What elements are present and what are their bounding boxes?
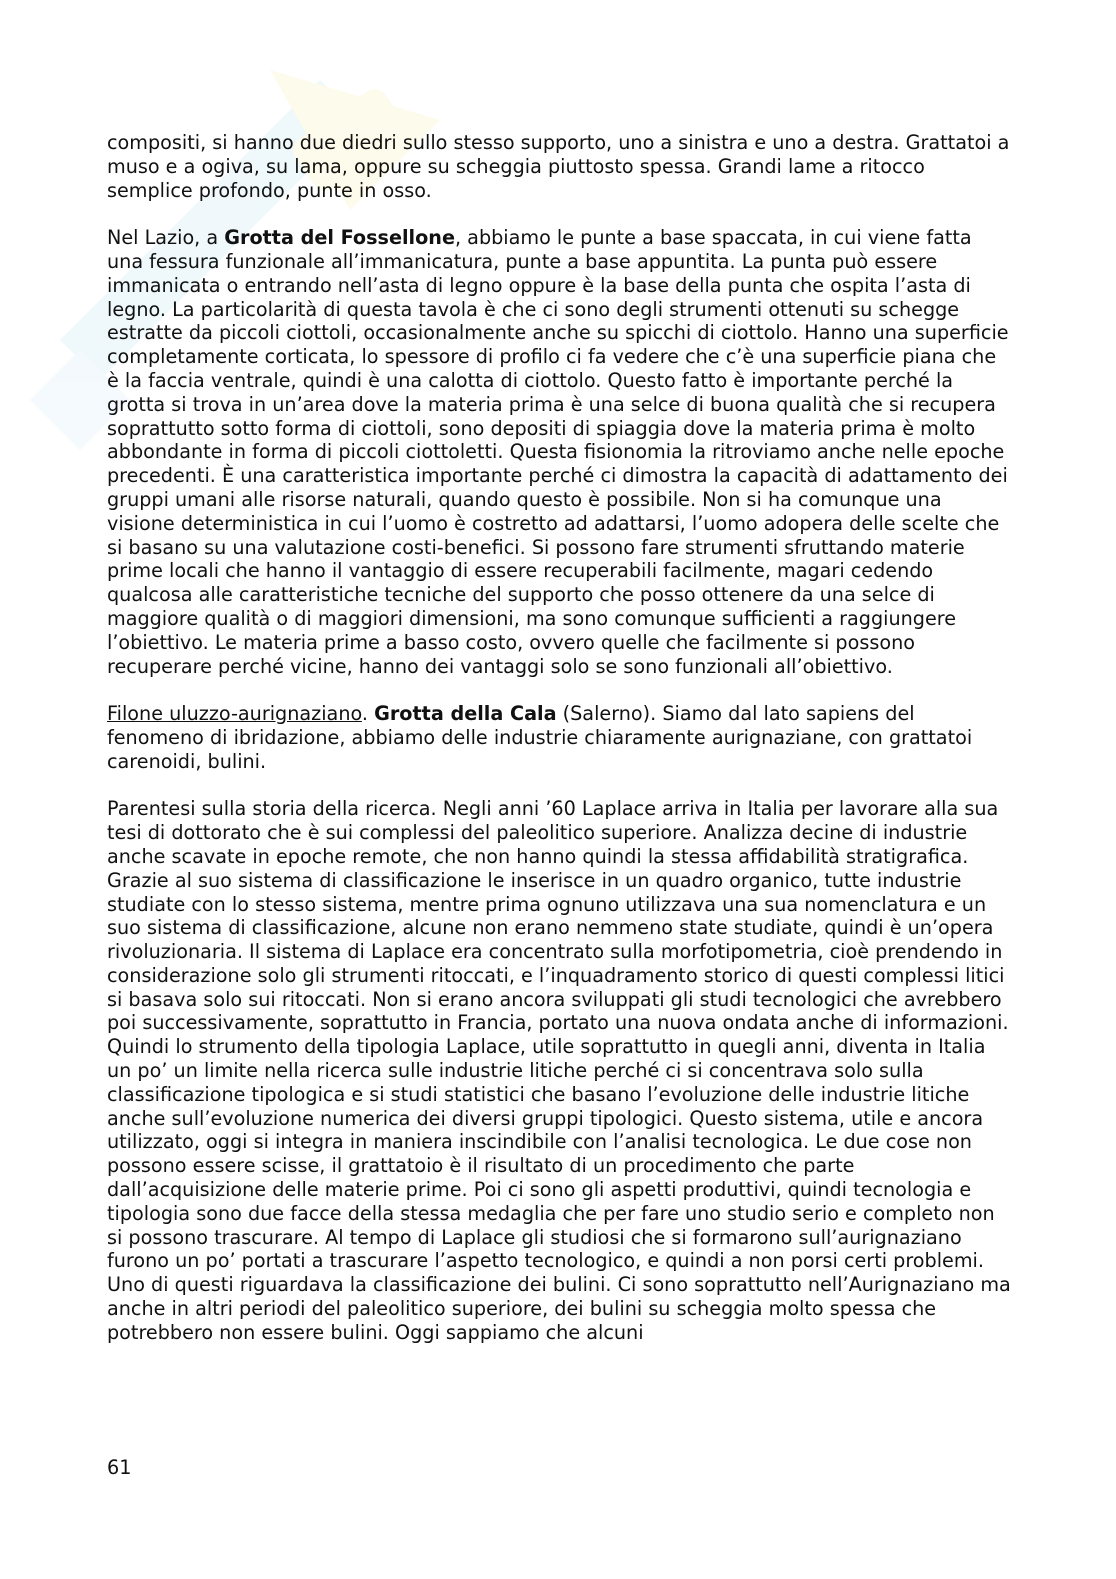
page-number: 61 [107,1456,132,1479]
paragraph-grotta-cala: Filone uluzzo-aurignaziano. Grotta della Cala (Salerno). Siamo dal lato sapiens del fenomeno di ibridazione, abbiamo delle industrie chiaramente aurignaziane, con grattatoi carenoidi, bulini. [107,702,973,773]
site-name-grotta-della-cala: Grotta della Cala [374,702,557,726]
site-name-grotta-del-fossellone: Grotta del Fossellone [224,226,455,250]
topic-filone-uluzzo-aurignaziano: Filone uluzzo-aurignaziano [107,702,362,726]
body-text [107,131,1011,1368]
paragraph-storia-ricerca: Parentesi sulla storia della ricerca. Negli anni ’60 Laplace arriva in Italia per lavorare alla sua tesi di dottorato che è sui complessi del paleolitico superiore. Analizza decine di industrie anche scavate in epoche remote, che non hanno quindi la stessa affidabilità stratigrafica. Grazie al suo sistema di classificazione le inserisce in un quadro organico, tutte industrie studiate con lo stesso sistema, mentre prima ognuno utilizzava una sua nomenclatura e un suo sistema di classificazione, alcune non erano nemmeno state studiate, quindi è un’opera rivoluzionaria. Il sistema di Laplace era concentrato sulla morfotipometria, cioè prendendo in considerazione solo gli strumenti ritoccati, e l’inquadramento storico di questi complessi litici si basava solo sui ritoccati. Non si erano ancora sviluppati gli studi tecnologici che avrebbero poi successivamente, soprattutto in Francia, portato una nuova ondata anche di informazioni. Quindi lo strumento della tipologia Laplace, utile soprattutto in quegli anni, diventa in Italia un po’ un limite nella ricerca sulle industrie litiche perché ci si concentrava solo sulla classificazione tipologica e si studi statistici che basano l’evoluzione delle industrie litiche anche sull’evoluzione numerica dei diversi gruppi tipologici. Questo sistema, utile e ancora utilizzato, oggi si integra in maniera inscindibile con l’analisi tecnologica. Le due cose non possono essere scisse, il grattatoio è il risultato di un procedimento che parte dall’acquisizione delle materie prime. Poi ci sono gli aspetti produttivi, quindi tecnologia e tipologia sono due facce della stessa medaglia che per fare uno studio serio e completo non si possono trascurare. Al tempo di Laplace gli studiosi che si formarono sull’aurignaziano furono un po’ portati a trascurare l’aspetto tecnologico, e quindi a non porsi certi problemi. Uno di questi riguardava la classificazione dei bulini. Ci sono soprattutto nell’Aurignaziano ma anche in altri periodi del paleolitico superiore, dei bulini su scheggia molto spessa che potrebbero non essere bulini. Oggi sappiamo che alcuni [107,797,1011,1344]
paragraph-tool-types: compositi, si hanno due diedri sullo stesso supporto, uno a sinistra e uno a destra. Grattatoi a muso e a ogiva, su lama, oppure su scheggia piuttosto spessa. Grandi lame a ritocco semplice profondo, punte in osso. [107,131,1010,202]
paragraph-grotta-fossellone: Nel Lazio, a Grotta del Fossellone, abbiamo le punte a base spaccata, in cui viene fatta una fessura funzionale all’immanicatura, punte a base appuntita. La punta può essere immanicata o entrando nell’asta di legno oppure è la base della punta che ospita l’asta di legno. La particolarità di questa tavola è che ci sono degli strumenti ottenuti su schegge estratte da piccoli ciottoli, occasionalmente anche su spicchi di ciottolo. Hanno una superficie completamente corticata, lo spessore di profilo ci fa vedere che c’è una superficie piana che è la faccia ventrale, quindi è una calotta di ciottolo. Questo fatto è importante perché la grotta si trova in un’area dove la materia prima è una selce di buona qualità che si recupera soprattutto sotto forma di ciottoli, sono depositi di spiaggia dove la materia prima è molto abbondante in forma di piccoli ciottoletti. Questa fisionomia la ritroviamo anche nelle epoche precedenti. È una caratteristica importante perché ci dimostra la capacità di adattamento dei gruppi umani alle risorse naturali, quando questo è possibile. Non si ha comunque una visione deterministica in cui l’uomo è costretto ad adattarsi, l’uomo adopera delle scelte che si basano su una valutazione costi-benefici. Si possono fare strumenti sfruttando materie prime locali che hanno il vantaggio di essere recuperabili facilmente, magari cedendo qualcosa alle caratteristiche tecniche del supporto che posso ottenere da una selce di maggiore qualità o di maggiori dimensioni, ma sono comunque sufficienti a raggiungere l’obiettivo. Le materia prime a basso costo, ovvero quelle che facilmente si possono recuperare perché vicine, hanno dei vantaggi solo se sono funzionali all’obiettivo. [107,226,1009,678]
